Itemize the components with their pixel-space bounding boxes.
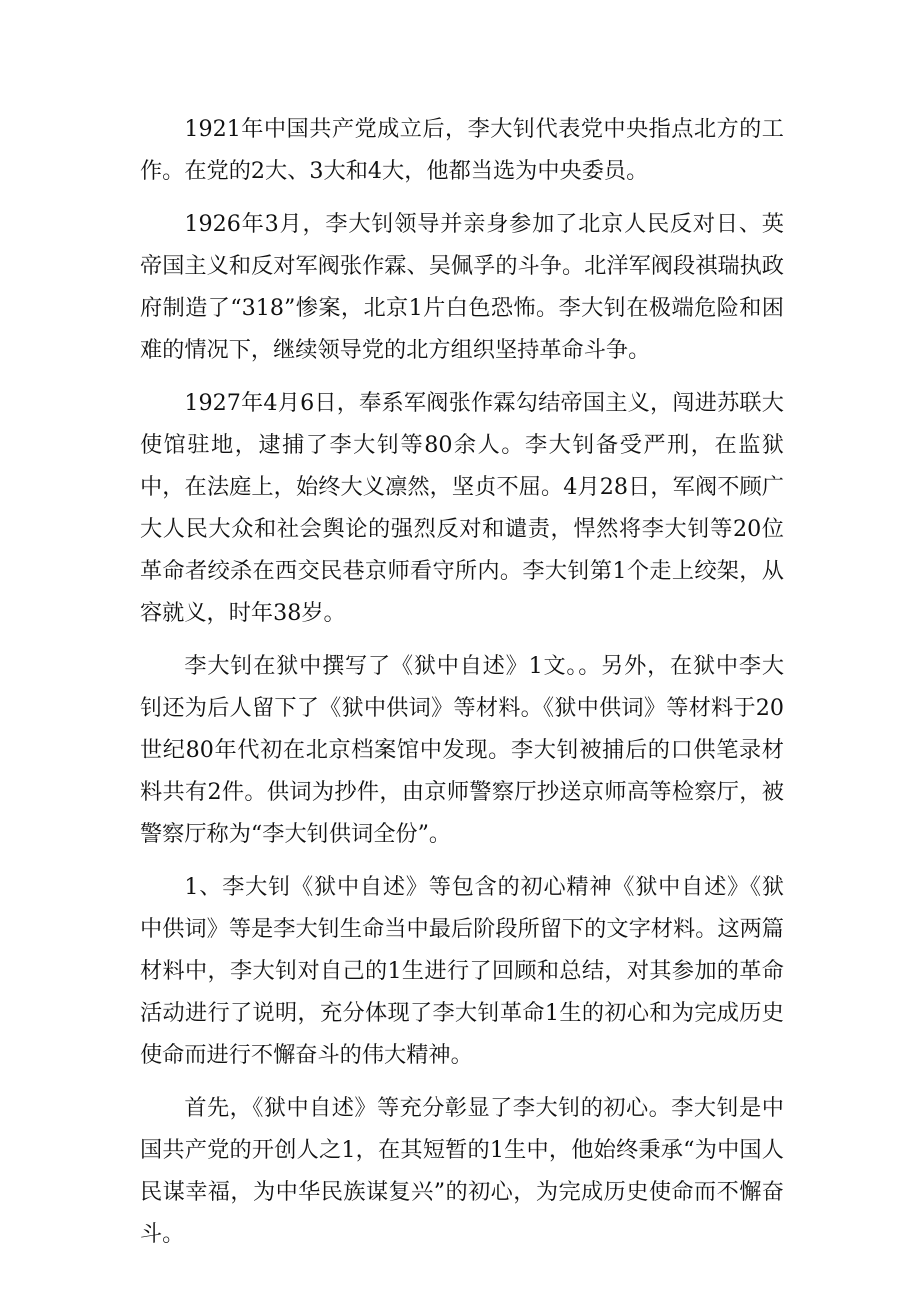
document-body [140,108,784,1266]
paragraph-5: 1、李大钊《狱中自述》等包含的初心精神《狱中自述》《狱中供词》等是李大钊生命当中最后阶段所留下的文字材料。这两篇材料中，李大钊对自己的1生进行了回顾和总结，对其参加的革命活动进行了说明，充分体现了李大钊革命1生的初心和为完成历史使命而进行不懈奋斗的伟大精神。 [140,874,784,1068]
paragraph-6: 首先，《狱中自述》等充分彰显了李大钊的初心。李大钊是中国共产党的开创人之1，在其短暂的1生中，他始终秉承“为中国人民谋幸福，为中华民族谋复兴”的初心，为完成历史使命而不懈奋斗。 [140,1095,784,1247]
paragraph-1: 1921年中国共产党成立后，李大钊代表党中央指点北方的工作。在党的2大、3大和4大，他都当选为中央委员。 [140,116,784,184]
paragraph-4: 李大钊在狱中撰写了《狱中自述》1文。。另外，在狱中李大钊还为后人留下了《狱中供词》等材料。《狱中供词》等材料于20世纪80年代初在北京档案馆中发现。李大钊被捕后的口供笔录材料共有2件。供词为抄件，由京师警察厅抄送京师高等检察厅，被警察厅称为“李大钊供词全份”。 [140,653,784,847]
paragraph-2: 1926年3月，李大钊领导并亲身参加了北京人民反对日、英帝国主义和反对军阀张作霖、吴佩孚的斗争。北洋军阀段祺瑞执政府制造了“318”惨案，北京1片白色恐怖。李大钊在极端危险和困难的情况下，继续领导党的北方组织坚持革命斗争。 [140,211,784,363]
paragraph-3: 1927年4月6日，奉系军阀张作霖勾结帝国主义，闯进苏联大使馆驻地，逮捕了李大钊等80余人。李大钊备受严刑，在监狱中，在法庭上，始终大义凛然，坚贞不屈。4月28日，军阀不顾广大人民大众和社会舆论的强烈反对和谴责，悍然将李大钊等20位革命者绞杀在西交民巷京师看守所内。李大钊第1个走上绞架，从容就义，时年38岁。 [140,390,784,626]
